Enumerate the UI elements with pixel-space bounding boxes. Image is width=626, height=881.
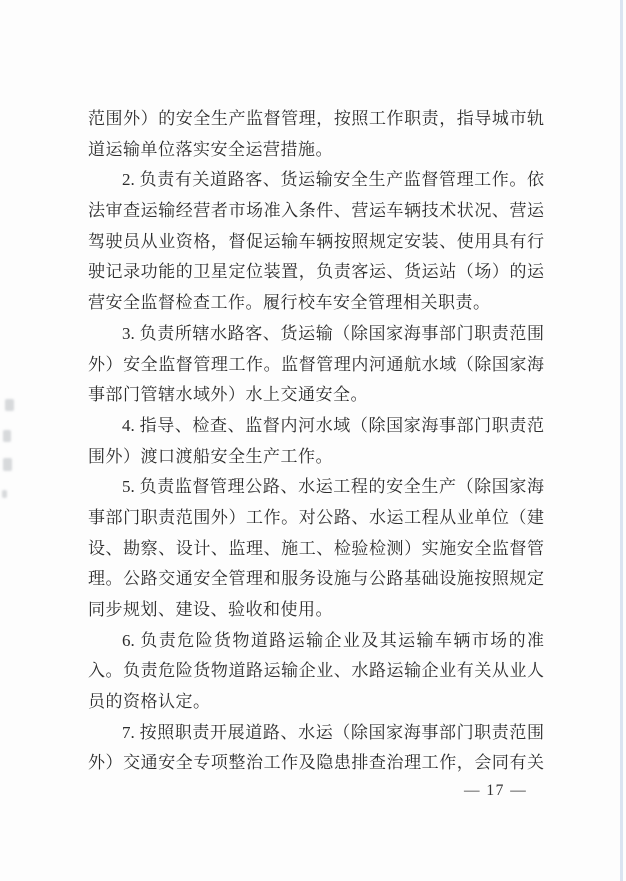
text-line: 营安全监督检查工作。履行校车安全管理相关职责。 [88,293,491,313]
text-line: 6. 负责危险货物道路运输企业及其运输车辆市场的准 [122,630,544,650]
text-line: 围外）渡口渡船安全生产工作。 [88,446,333,466]
text-line: 事部门职责范围外）工作。对公路、水运工程从业单位（建 [88,507,544,527]
scan-edge-line [620,0,623,881]
text-line: 驾驶员从业资格，督促运输车辆按照规定安装、使用具有行 [88,231,544,251]
text-line: 事部门管辖水域外）水上交通安全。 [88,385,368,405]
text-line: 外）安全监督管理工作。监督管理内河通航水域（除国家海 [88,354,544,374]
text-line: 同步规划、建设、验收和使用。 [88,600,333,619]
text-line: 7. 按照职责开展道路、水运（除国家海事部门职责范围 [122,722,544,742]
text-line: 范围外）的安全生产监督管理，按照工作职责，指导城市轨 [88,109,544,128]
scan-smudge [2,490,7,498]
text-line: 驶记录功能的卫星定位装置，负责客运、货运站（场）的运 [88,262,544,282]
text-line: 外）交通安全专项整治工作及隐患排查治理工作，会同有关 [88,753,544,773]
scan-smudge [3,458,12,471]
text-line: 理。公路交通安全管理和服务设施与公路基础设施按照规定 [88,569,544,589]
text-line: 4. 指导、检查、监督内河水域（除国家海事部门职责范 [122,415,544,435]
document-body [88,104,544,779]
text-line: 员的资格认定。 [88,692,211,712]
text-line: 入。负责危险货物道路运输企业、水路运输企业有关从业人 [88,661,544,681]
text-line: 道运输单位落实安全运营措施。 [88,139,333,159]
text-line: 法审查运输经营者市场准入条件、营运车辆技术状况、营运 [88,201,544,221]
text-line: 3. 负责所辖水路客、货运输（除国家海事部门职责范围 [122,323,544,343]
scan-smudge [3,430,11,442]
scan-smudge [5,399,14,411]
text-line: 设、勘察、设计、监理、施工、检验检测）实施安全监督管 [88,538,544,558]
text-line: 5. 负责监督管理公路、水运工程的安全生产（除国家海 [122,477,544,497]
text-line: 2. 负责有关道路客、货运输安全生产监督管理工作。依 [122,170,544,190]
page-number: — 17 — [464,782,528,799]
